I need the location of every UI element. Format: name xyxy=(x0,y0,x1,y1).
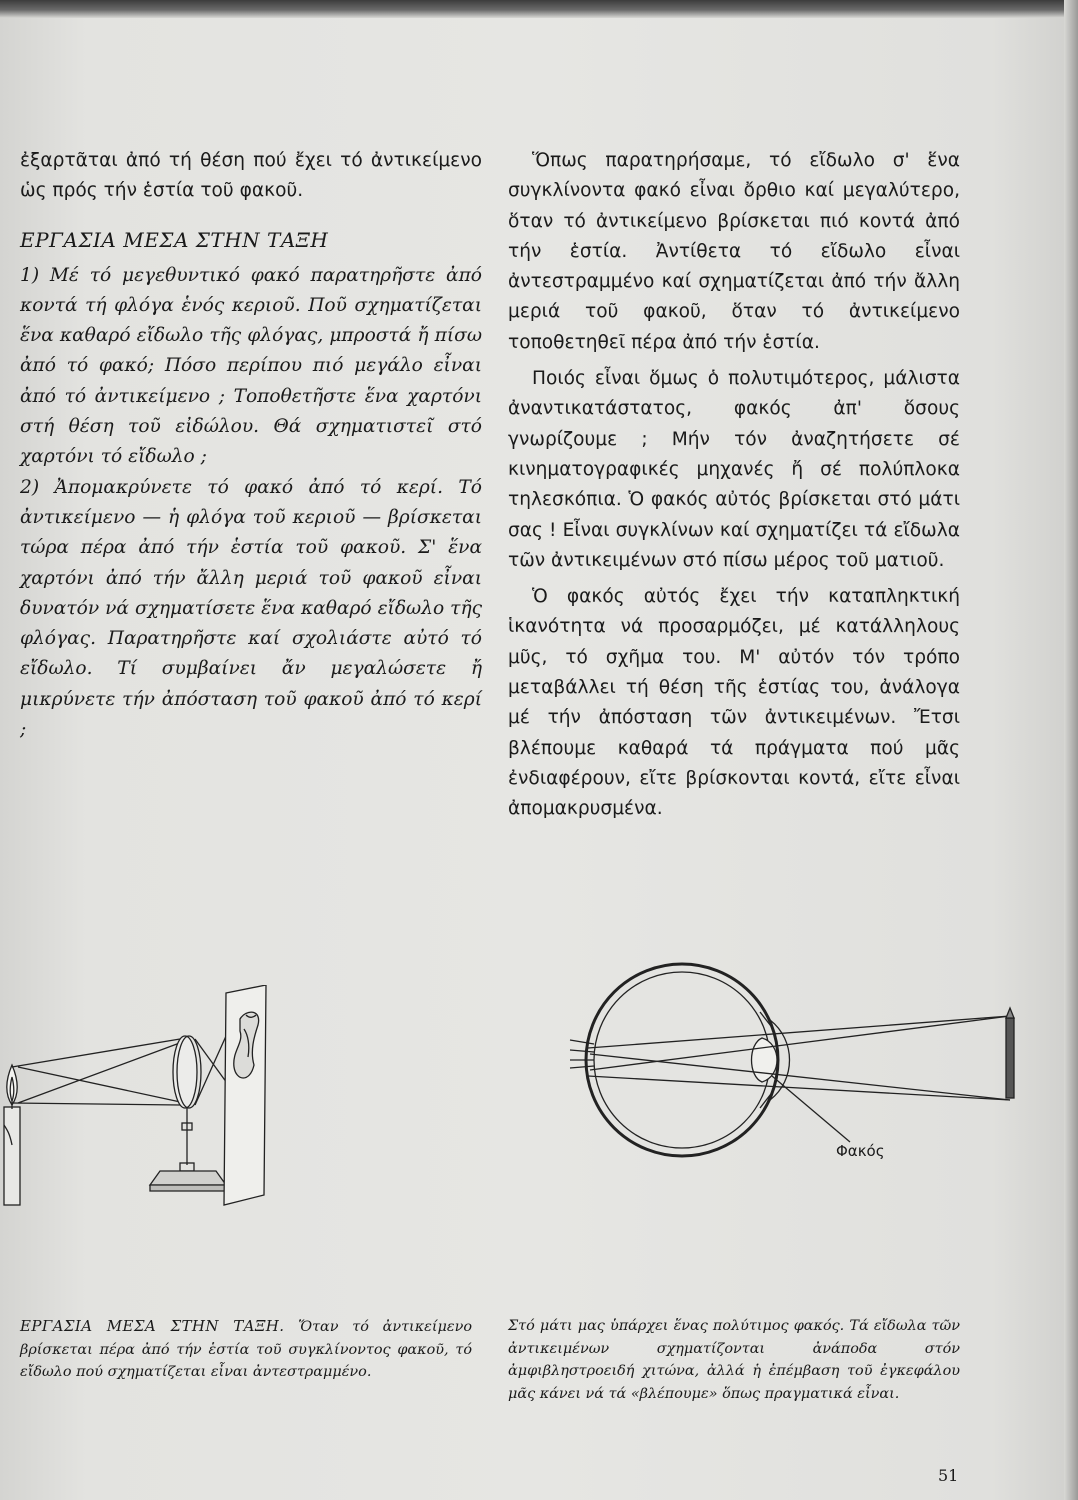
lens-icon xyxy=(150,1036,226,1191)
scan-right-edge xyxy=(1064,0,1078,1500)
screen-icon xyxy=(224,985,266,1205)
paragraph-3: Ὁ φακός αὐτός ἔχει τήν καταπληκτική ἱκανότητα νά προσαρμόζει, μέ κατάλληλους μῦς, τό σχῆμα του. Μ' αὐτόν τόν τρόπο μεταβάλλει τή θέση τῆς ἑστίας του, ἀνάλογα μέ τήν ἀπόσταση τῶν ἀντικειμένων. Ἔτσι βλέπουμε καθαρά τά πράγματα πού μᾶς ἐνδιαφέρουν, εἴτε βρίσκονται κοντά, εἴτε εἶναι ἀπομακρυσμένα. xyxy=(508,586,960,820)
intro-paragraph: ἐξαρτᾶται ἀπό τή θέση πού ἔχει τό ἀντικείμενο ὡς πρός τήν ἑστία τοῦ φακοῦ. xyxy=(20,150,482,202)
paragraph-1: Ὅπως παρατηρήσαμε, τό εἴδωλο σ' ἕνα συγκλίνοντα φακό εἶναι ὄρθιο καί μεγαλύτερο, ὅταν τό ἀντικείμενο βρίσκεται πιό κοντά ἀπό τήν ἑστία. Ἀντίθετα τό εἴδωλο εἶναι ἀντεστραμμένο καί σχηματίζεται ἀπό τήν ἄλλη μεριά τοῦ φακοῦ, ὅταν τό ἀντικείμενο τοποθετηθεῖ πέρα ἀπό τήν ἑστία. xyxy=(508,150,960,353)
lens-experiment-figure xyxy=(0,985,490,1210)
right-figure-caption: Στό μάτι μας ὑπάρχει ἕνας πολύτιμος φακός. Τά εἴδωλα τῶν ἀντικειμένων σχηματίζονται ἀνάποδα στόν ἀμφιβληστροειδή χιτώνα, ἀλλά ἡ ἐπέμβαση τοῦ ἐγκεφάλου μᾶς κάνει νά τά «βλέπουμε» ὅπως πραγματικά εἶναι. xyxy=(508,1318,960,1402)
eye-diagram xyxy=(560,960,1050,1175)
section-heading: ΕΡΓΑΣΙΑ ΜΕΣΑ ΣΤΗΝ ΤΑΞΗ xyxy=(20,227,329,252)
caption-title: ΕΡΓΑΣΙΑ ΜΕΣΑ ΣΤΗΝ ΤΑΞΗ. xyxy=(20,1317,285,1335)
caption-text: Ὅταν τό ἀντικείμενο βρίσκεται πέρα ἀπό τήν ἑστία τοῦ συγκλίνοντος φακοῦ, τό εἴδωλο πού σχηματίζεται εἶναι ἀντεστραμμένο. xyxy=(20,1319,472,1380)
left-figure-caption xyxy=(20,1315,472,1384)
scan-top-edge xyxy=(0,0,1078,18)
paragraph-2: Ποιός εἶναι ὅμως ὁ πολυτιμότερος, μάλιστα ἀναντικατάστατος, φακός ἀπ' ὅσους γνωρίζουμε ; Μήν τόν ἀναζητήσετε σέ κινηματογραφικές μηχανές ἤ σέ πολύπλοκα τηλεσκόπια. Ὁ φακός αὐτός βρίσκεται στό μάτι σας ! Εἶναι συγκλίνων καί σχηματίζει τά εἴδωλα τῶν ἀντικειμένων στό πίσω μέρος τοῦ ματιοῦ. xyxy=(508,368,960,571)
task-1: 1) Μέ τό μεγεθυντικό φακό παρατηρῆστε ἀπό κοντά τή φλόγα ἑνός κεριοῦ. Ποῦ σχηματίζεται ἕνα καθαρό εἴδωλο τῆς φλόγας, μπροστά ἤ πίσω ἀπό τό φακό; Πόσο περίπου πιό μεγάλο εἶναι ἀπό τό ἀντικείμενο ; Τοποθετῆστε ἕνα χαρτόνι στή θέση τοῦ εἰδώλου. Θά σχηματιστεῖ στό χαρτόνι τό εἴδωλο ; xyxy=(20,264,482,468)
candle-icon xyxy=(4,1065,20,1205)
lens-label: Φακός xyxy=(836,1142,885,1160)
right-column xyxy=(508,146,960,825)
pencil-icon xyxy=(1006,1008,1014,1098)
page-number: 51 xyxy=(938,1466,959,1485)
left-column xyxy=(20,146,482,745)
task-2: 2) Ἀπομακρύνετε τό φακό ἀπό τό κερί. Τό ἀντικείμενο — ἡ φλόγα τοῦ κεριοῦ — βρίσκεται τώρα πέρα ἀπό τήν ἑστία τοῦ φακοῦ. Σ' ἕνα χαρτόνι ἀπό τήν ἄλλη μεριά τοῦ φακοῦ εἶναι δυνατόν νά σχηματίσετε ἕνα καθαρό εἴδωλο τῆς φλόγας. Παρατηρῆστε καί σχολιάστε αὐτό τό εἴδωλο. Τί συμβαίνει ἄν μεγαλώσετε ἤ μικρύνετε τήν ἀπόσταση τοῦ φακοῦ ἀπό τό κερί ; xyxy=(20,476,482,741)
